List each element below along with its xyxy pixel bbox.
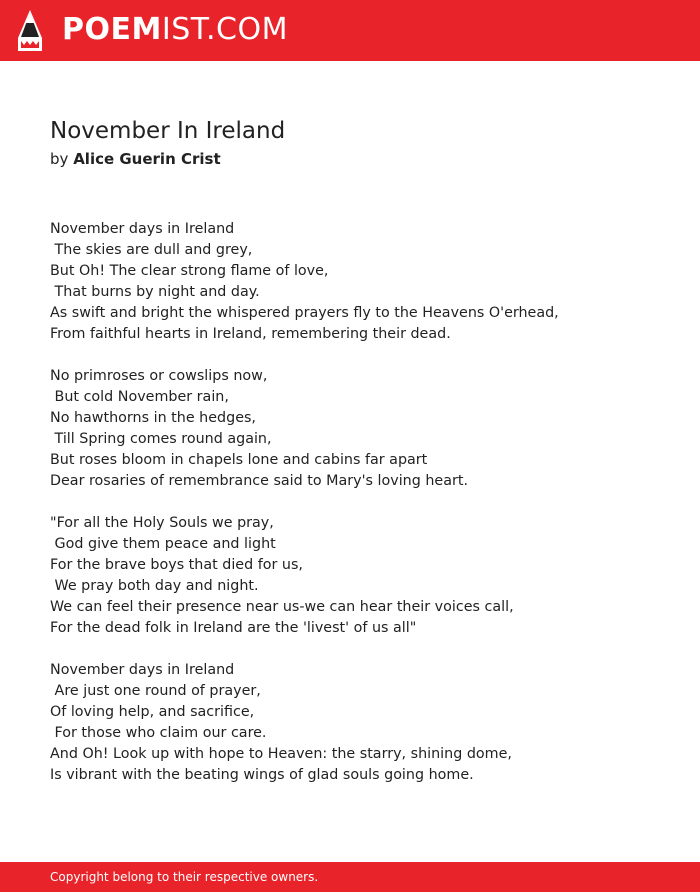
poem-line: For those who claim our care. xyxy=(50,725,267,741)
poem-line: November days in Ireland xyxy=(50,662,235,678)
poem-line: The skies are dull and grey, xyxy=(50,242,253,258)
logo-light-text: IST.COM xyxy=(161,12,288,47)
poem-line: Are just one round of prayer, xyxy=(50,683,261,699)
poem-line: No primroses or cowslips now, xyxy=(50,368,268,384)
by-prefix: by xyxy=(50,150,69,168)
pencil-icon xyxy=(18,10,42,51)
stanza xyxy=(50,660,670,786)
poem-line: We pray both day and night. xyxy=(50,578,259,594)
poem-line: God give them peace and light xyxy=(50,536,276,552)
stanza xyxy=(50,513,670,639)
poem-body xyxy=(50,219,670,807)
poem-line: We can feel their presence near us-we can hear their voices call, xyxy=(50,599,514,615)
copyright-text: Copyright belong to their respective owners. xyxy=(50,870,319,884)
stanza xyxy=(50,219,670,345)
site-logo[interactable] xyxy=(62,13,288,47)
poem-line: From faithful hearts in Ireland, remembering their dead. xyxy=(50,326,451,342)
poem-line: Of loving help, and sacrifice, xyxy=(50,704,255,720)
poem-line: For the brave boys that died for us, xyxy=(50,557,303,573)
poem-line: But roses bloom in chapels lone and cabins far apart xyxy=(50,452,428,468)
poem-line: No hawthorns in the hedges, xyxy=(50,410,256,426)
author-name: Alice Guerin Crist xyxy=(73,150,221,168)
poem-line: Dear rosaries of remembrance said to Mary's loving heart. xyxy=(50,473,468,489)
poem-title: November In Ireland xyxy=(50,118,286,144)
poem-line: "For all the Holy Souls we pray, xyxy=(50,515,274,531)
poem-line: For the dead folk in Ireland are the 'livest' of us all" xyxy=(50,620,417,636)
stanza xyxy=(50,366,670,492)
poem-line: Till Spring comes round again, xyxy=(50,431,272,447)
poem-line: But Oh! The clear strong flame of love, xyxy=(50,263,329,279)
poem-line: November days in Ireland xyxy=(50,221,235,237)
byline xyxy=(50,149,221,169)
poem-line: As swift and bright the whispered prayers fly to the Heavens O'erhead, xyxy=(50,305,559,321)
logo-bold-text: POEM xyxy=(62,12,162,47)
poem-line: But cold November rain, xyxy=(50,389,229,405)
poem-line: That burns by night and day. xyxy=(50,284,260,300)
poem-line: And Oh! Look up with hope to Heaven: the starry, shining dome, xyxy=(50,746,512,762)
site-footer xyxy=(0,862,700,892)
poem-line: Is vibrant with the beating wings of glad souls going home. xyxy=(50,767,474,783)
site-header xyxy=(0,0,700,61)
